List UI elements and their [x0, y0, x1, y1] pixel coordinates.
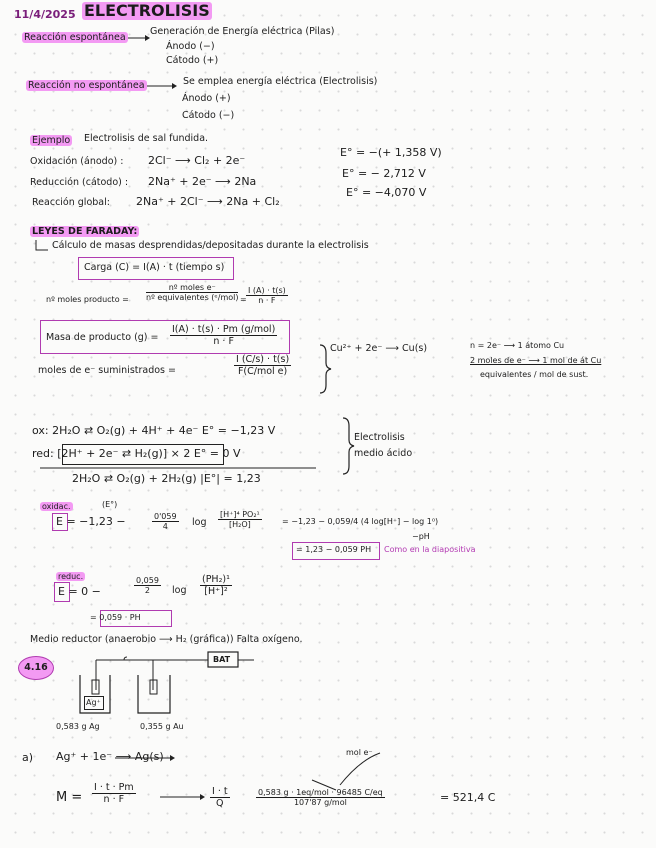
oxidation-result: = 1,23 − 0,059 PH [296, 545, 372, 554]
example-label: Ejemplo [32, 135, 71, 146]
part-a: a) [22, 751, 34, 764]
reduction-log: log [172, 585, 187, 596]
reduction-frac [200, 574, 232, 597]
medium-note: Medio reductor (anaerobio ⟶ H₂ (gráfica)) Falta oxígeno. [30, 634, 303, 645]
emoles-den: F(C/mol e) [237, 366, 288, 377]
cell1-label: Ag⁺ [86, 698, 101, 707]
oxidation-frac-num: [H⁺]⁴ PO₂¹ [220, 510, 260, 519]
m-num: I · t · Pm [94, 782, 134, 793]
example-e2: E° = − 2,712 V [342, 167, 426, 180]
it-num: I · t [212, 786, 228, 797]
faraday-intro: Cálculo de masas desprendidas/depositadas durante la electrolisis [52, 240, 369, 251]
oxidation-coef [152, 512, 179, 531]
moles-den-2: n · F [258, 296, 276, 305]
example-e3: E° = −4,070 V [346, 186, 427, 199]
oxidation-frac [218, 510, 262, 529]
oxidation-rhs: = −1,23 − 0,059/4 (4 log[H⁺] − log 1⁰) [282, 517, 439, 526]
reduction-coef [134, 576, 161, 595]
spontaneous-cathode: Cátodo (+) [166, 55, 219, 66]
page-title: ELECTROLISIS [84, 1, 210, 20]
m-den: n · F [103, 794, 125, 805]
moles-equals: = [240, 295, 247, 304]
spontaneous-label: Reacción espontánea [24, 32, 126, 43]
nonspontaneous-text: Se emplea energía eléctrica (Electrolisis) [183, 76, 378, 87]
moles-fraction-2 [246, 286, 288, 305]
calc-fraction [256, 788, 385, 807]
oxidation-note: Como en la diapositiva [384, 545, 476, 554]
reduction-result: = 0,059 · PH [90, 613, 141, 622]
mass-au: 0,355 g Au [140, 722, 184, 731]
mass-fraction [170, 324, 277, 347]
problem-number: 4.16 [18, 656, 54, 680]
moles-label: nº moles producto = [46, 295, 129, 304]
moles-note: 2 moles de e⁻ ⟶ 1 mol de át Cu [470, 356, 602, 365]
water-total: 2H₂O ⇄ O₂(g) + 2H₂(g) |E°| = 1,23 [72, 472, 261, 485]
calc-num: 0,583 g · 1eq/mol · 96485 C/eq [258, 788, 383, 797]
reduction-frac-den: [H⁺]² [204, 586, 228, 597]
cu-equation: Cu²⁺ + 2e⁻ ⟶ Cu(s) [330, 343, 428, 354]
oxidation-label: oxidac. [42, 502, 71, 511]
nonspontaneous-cathode: Cátodo (−) [182, 110, 235, 121]
charge-formula: Carga (C) = I(A) · t (tiempo s) [84, 262, 225, 273]
example-global-label: Reacción global: [32, 197, 110, 208]
example-e1: E° = −(+ 1,358 V) [340, 146, 442, 159]
calc-den: 107'87 g/mol [293, 798, 347, 807]
oxidation-coef-num: 0'059 [154, 512, 177, 521]
example-red-label: Reducción (cátodo) : [30, 177, 129, 188]
reduction-coef-den: 2 [144, 586, 150, 595]
charge-result: = 521,4 C [440, 791, 496, 804]
example-ox-label: Oxidación (ánodo) : [30, 156, 124, 167]
nonspontaneous-anode: Ánodo (+) [182, 93, 231, 104]
moles-den: nº equivalentes (ᵉ/mol) [146, 293, 239, 302]
moles-note-2: equivalentes / mol de sust. [480, 370, 589, 379]
example-ox-eq: 2Cl⁻ ⟶ Cl₂ + 2e⁻ [148, 154, 246, 167]
m-label: M = [56, 790, 83, 805]
oxidation-eq: E = −1,23 − [56, 515, 126, 528]
water-red: red: [2H⁺ + 2e⁻ ⇄ H₂(g)] × 2 E° = 0 V [32, 447, 241, 460]
mass-ag: 0,583 g Ag [56, 722, 100, 731]
moles-num-2: I (A) · t(s) [248, 286, 286, 295]
water-note-1: Electrolisis [354, 432, 405, 443]
moles-fraction [146, 283, 238, 302]
it-fraction [210, 786, 230, 809]
emoles-fraction [234, 354, 291, 377]
emoles-label: moles de e⁻ suministrados = [38, 365, 176, 376]
battery-label: BAT [213, 655, 231, 664]
n-note: n = 2e⁻ ⟶ 1 átomo Cu [470, 341, 565, 350]
water-note-2: medio ácido [354, 448, 413, 459]
oxidation-frac-den: [H₂O] [229, 520, 251, 529]
example-title: Electrolisis de sal fundida. [84, 133, 209, 144]
nonspontaneous-label: Reacción no espontánea [28, 80, 145, 91]
oxidation-e0: (E°) [102, 500, 118, 509]
oxidation-coef-den: 4 [162, 522, 168, 531]
moles-num: nº moles e⁻ [146, 283, 238, 293]
oxidation-ph: −pH [412, 532, 430, 541]
emoles-num: I (C/s) · t(s) [236, 354, 290, 365]
example-global-eq: 2Na⁺ + 2Cl⁻ ⟶ 2Na + Cl₂ [136, 195, 280, 208]
spontaneous-anode: Ánodo (−) [166, 41, 215, 52]
oxidation-log: log [192, 517, 207, 528]
water-ox: ox: 2H₂O ⇄ O₂(g) + 4H⁺ + 4e⁻ E° = −1,23 V [32, 424, 276, 437]
m-fraction [92, 782, 136, 805]
reduction-coef-num: 0,059 [136, 576, 159, 585]
mass-num: I(A) · t(s) · Pm (g/mol) [172, 324, 276, 335]
spontaneous-text: Generación de Energía eléctrica (Pilas) [150, 26, 335, 37]
faraday-label: LEYES DE FARADAY: [32, 226, 138, 237]
it-den: Q [216, 798, 224, 809]
mol-e-note: mol e⁻ [346, 748, 373, 757]
example-red-eq: 2Na⁺ + 2e⁻ ⟶ 2Na [148, 175, 257, 188]
date: 11/4/2025 [14, 8, 76, 21]
ag-equation: Ag⁺ + 1e⁻ ⟶ Ag(s) [56, 750, 164, 763]
reduction-eq: E = 0 − [58, 585, 101, 598]
reduction-label: reduc. [58, 572, 84, 581]
reduction-frac-num: (PH₂)¹ [202, 574, 230, 585]
mass-label: Masa de producto (g) = [46, 332, 159, 343]
mass-den: n · F [213, 336, 234, 347]
